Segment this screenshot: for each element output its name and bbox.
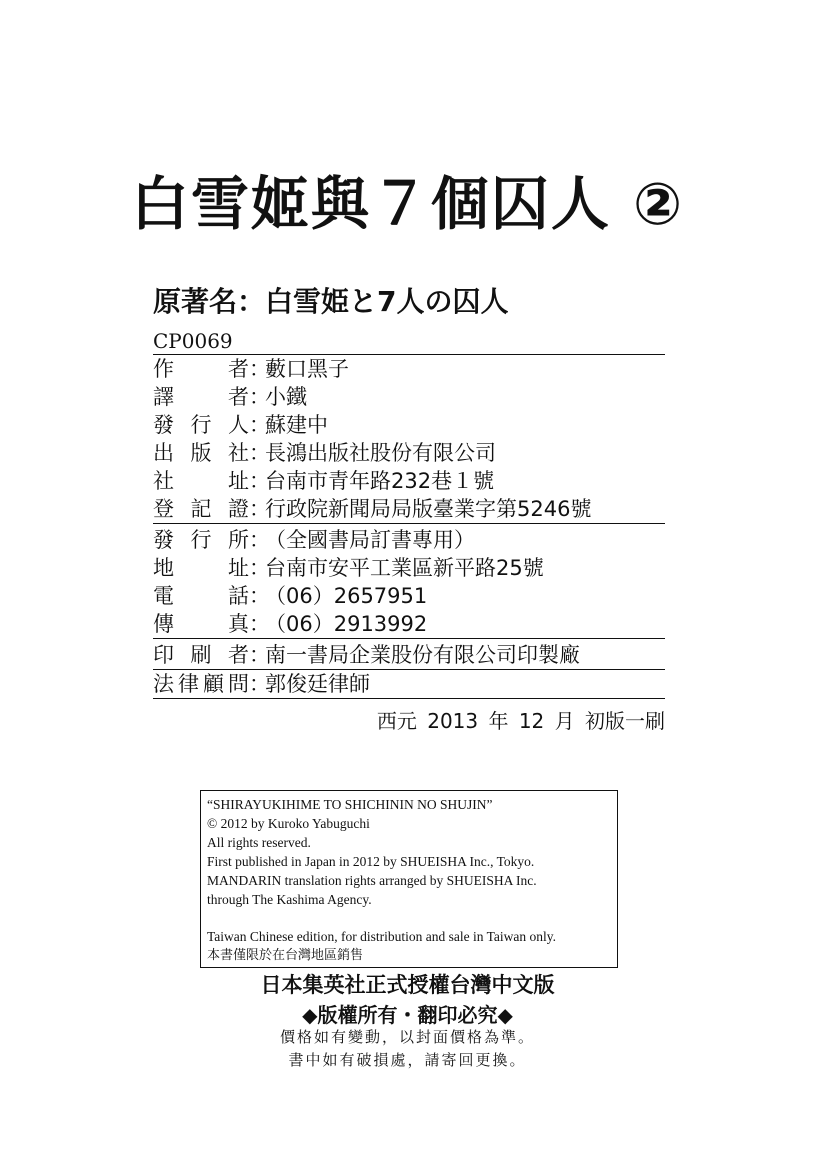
copyright-line: First published in Japan in 2012 by SHUEISHA Inc., Tokyo. [207,854,535,869]
credit-value: 行政院新聞局局版臺業字第5246號 [265,497,592,521]
credit-row-company-address: 社址 ： 台南市青年路232巷１號 [153,469,495,493]
credit-label: 地址 [153,556,249,580]
credit-value: 小鐵 [265,385,307,409]
credit-label: 登記證 [153,497,249,521]
book-title: 白雪姬與７個囚人 ② [130,170,685,238]
credit-value: 郭俊廷律師 [265,672,370,696]
taiwan-edition-line: Taiwan Chinese edition, for distribution and sale in Taiwan only. [207,929,557,944]
credit-value: 蘇建中 [265,413,328,437]
credit-row-translator: 譯者 ： 小鐵 [153,385,307,409]
credit-label: 作者 [153,357,249,381]
damage-note: 書中如有破損處，請寄回更換。 [288,1051,527,1069]
product-code: CP0069 [153,329,233,353]
credit-label: 發行人 [153,413,249,437]
credits-table [153,354,665,699]
edition-date: 西元 2013 年 12 月 初版一刷 [376,709,665,733]
credit-value: （全國書局訂書專用） [265,528,475,552]
credit-label: 傳真 [153,612,249,636]
copyright-line: MANDARIN translation rights arranged by SHUEISHA Inc. [207,873,537,888]
credit-row-fax: 傳真 ： （06）2913992 [153,610,665,639]
credit-row-address: 地址 ： 台南市安平工業區新平路25號 [153,556,544,580]
credit-label: 出版社 [153,441,249,465]
credit-row-registration: 登記證 ： 行政院新聞局局版臺業字第5246號 [153,495,665,524]
credit-value: （06）2657951 [265,584,428,608]
copyright-line: All rights reserved. [207,835,311,850]
credit-row-publisher: 出版社 ： 長鴻出版社股份有限公司 [153,441,496,465]
credit-row-phone: 電話 ： （06）2657951 [153,584,428,608]
credit-row-printer: 印刷者 ： 南一書局企業股份有限公司印製廠 [153,641,665,670]
copyright-box [200,790,618,968]
credit-value: 藪口黑子 [265,357,349,381]
credit-value: 長鴻出版社股份有限公司 [265,441,496,465]
credit-row-publisher-person: 發行人 ： 蘇建中 [153,413,328,437]
credit-value: （06）2913992 [265,612,428,636]
taiwan-only-line: 本書僅限於在台灣地區銷售 [207,948,364,963]
original-title: 原著名：白雪姫と7人の囚人 [153,285,509,318]
credit-label: 譯者 [153,385,249,409]
credit-label: 電話 [153,584,249,608]
rights-notice: ◆版權所有・翻印必究◆ [302,1003,513,1027]
copyright-line: through The Kashima Agency. [207,892,372,907]
credit-value: 台南市青年路232巷１號 [265,469,495,493]
credit-value: 南一書局企業股份有限公司印製廠 [265,643,580,667]
price-note: 價格如有變動，以封面價格為準。 [279,1028,535,1046]
copyright-line: “SHIRAYUKIHIME TO SHICHININ NO SHUJIN” [207,797,493,812]
credit-label: 發行所 [153,528,249,552]
credit-row-legal: 法律顧問 ： 郭俊廷律師 [153,670,665,699]
credit-label: 社址 [153,469,249,493]
credit-value: 台南市安平工業區新平路25號 [265,556,544,580]
credit-label: 法律顧問 [153,672,249,696]
authorization-notice: 日本集英社正式授權台灣中文版 [260,973,555,997]
credit-row-distributor: 發行所 ： （全國書局訂書專用） [153,528,475,552]
credit-row-author: 作者 ： 藪口黑子 [153,357,349,381]
copyright-line: © 2012 by Kuroko Yabuguchi [207,816,370,831]
credit-label: 印刷者 [153,643,249,667]
